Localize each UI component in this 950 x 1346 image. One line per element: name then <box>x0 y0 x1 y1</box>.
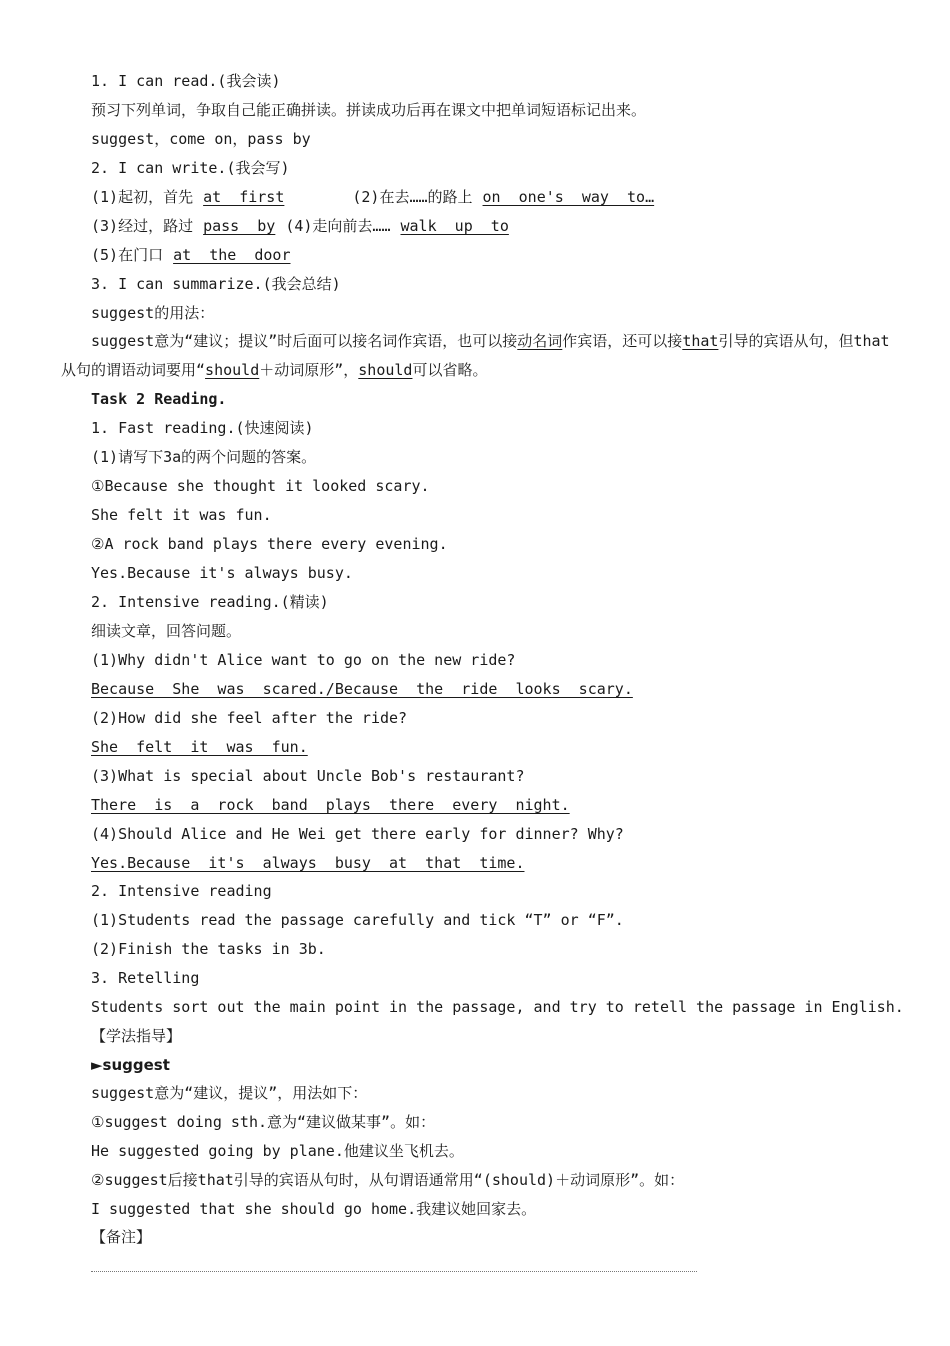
question-4: (4)Should Alice and He Wei get there early for dinner? Why? <box>91 825 624 843</box>
answer-3: There is a rock band plays there every night. <box>91 796 570 814</box>
answer-line: Yes.Because it's always busy. <box>91 564 353 582</box>
guide-line: ②suggest后接that引导的宾语从句时，从句谓语通常用“(should)＋动词原形”。如： <box>91 1171 685 1189</box>
usage-paragraph: suggest意为“建议；提议”时后面可以接名词作宾语，也可以接动名词作宾语，还可以接that引导的宾语从句，但that从句的谓语动词要用“should＋动词原形”，should可以省略。 <box>61 332 890 379</box>
intensive-task-2: (2)Finish the tasks in 3b. <box>91 940 326 958</box>
read-instruction: 预习下列单词，争取自己能正确拼读。拼读成功后再在课文中把单词短语标记出来。 <box>91 101 647 119</box>
intensive-reading-instruction: 细读文章，回答问题。 <box>91 622 242 640</box>
guide-example: He suggested going by plane.他建议坐飞机去。 <box>91 1142 464 1160</box>
answer-1: Because She was scared./Because the ride looks scary. <box>91 680 633 698</box>
fast-reading-instruction: (1)请写下3a的两个问题的答案。 <box>91 448 317 466</box>
question-1: (1)Why didn't Alice want to go on the new ride? <box>91 651 516 669</box>
write-item-3-label: (3)经过，路过 <box>91 217 194 235</box>
write-item-2-label: (2)在去……的路上 <box>352 188 473 206</box>
notes-divider <box>91 1271 697 1272</box>
answer-line: She felt it was fun. <box>91 506 272 524</box>
retelling-heading: 3. Retelling <box>91 969 200 987</box>
blank-that: that <box>682 332 719 350</box>
intensive-reading-heading: 2. Intensive reading.(精读) <box>91 593 329 611</box>
write-row-3 <box>91 245 291 265</box>
word-list: suggest，come on，pass by <box>91 130 311 148</box>
blank-should-1: should <box>205 361 260 379</box>
answer-2: She felt it was fun. <box>91 738 308 756</box>
question-3: (3)What is special about Uncle Bob's restaurant? <box>91 767 525 785</box>
write-item-4-label: (4)走向前去…… <box>285 217 391 235</box>
usage-heading: suggest的用法： <box>91 304 215 322</box>
guide-line: suggest意为“建议，提议”，用法如下： <box>91 1084 368 1102</box>
fast-reading-heading: 1. Fast reading.(快速阅读) <box>91 419 314 437</box>
guide-word: ►suggest <box>91 1056 170 1074</box>
write-item-4-answer: walk up to <box>400 217 509 235</box>
read-heading: 1. I can read.(我会读) <box>91 72 281 90</box>
question-2: (2)How did she feel after the ride? <box>91 709 408 727</box>
write-item-1-label: (1)起初，首先 <box>91 188 194 206</box>
write-item-2-answer: on one's way to… <box>482 188 655 206</box>
notes-heading: 【备注】 <box>91 1228 152 1246</box>
summarize-heading: 3. I can summarize.(我会总结) <box>91 275 341 293</box>
answer-line: ①Because she thought it looked scary. <box>91 477 430 495</box>
task2-title: Task 2 Reading. <box>91 390 227 408</box>
answer-line: ②A rock band plays there every evening. <box>91 535 448 553</box>
blank-gerund: 动名词 <box>517 332 563 350</box>
write-item-1-answer: at first <box>203 188 285 206</box>
write-row-1 <box>91 187 654 207</box>
write-item-5-answer: at the door <box>173 246 291 264</box>
intensive-reading-heading-2: 2. Intensive reading <box>91 882 272 900</box>
guide-line: ①suggest doing sth.意为“建议做某事”。如： <box>91 1113 436 1131</box>
intensive-task-1: (1)Students read the passage carefully and tick “T” or “F”. <box>91 911 624 929</box>
blank-should-2: should <box>358 361 413 379</box>
retelling-instruction: Students sort out the main point in the passage, and try to retell the passage in English. <box>91 998 904 1016</box>
write-item-5-label: (5)在门口 <box>91 246 164 264</box>
answer-4: Yes.Because it's always busy at that time. <box>91 854 525 872</box>
guide-heading: 【学法指导】 <box>91 1027 182 1045</box>
write-item-3-answer: pass by <box>203 217 276 235</box>
guide-example: I suggested that she should go home.我建议她回家去。 <box>91 1200 537 1218</box>
write-heading: 2. I can write.(我会写) <box>91 159 290 177</box>
write-row-2 <box>91 216 509 236</box>
